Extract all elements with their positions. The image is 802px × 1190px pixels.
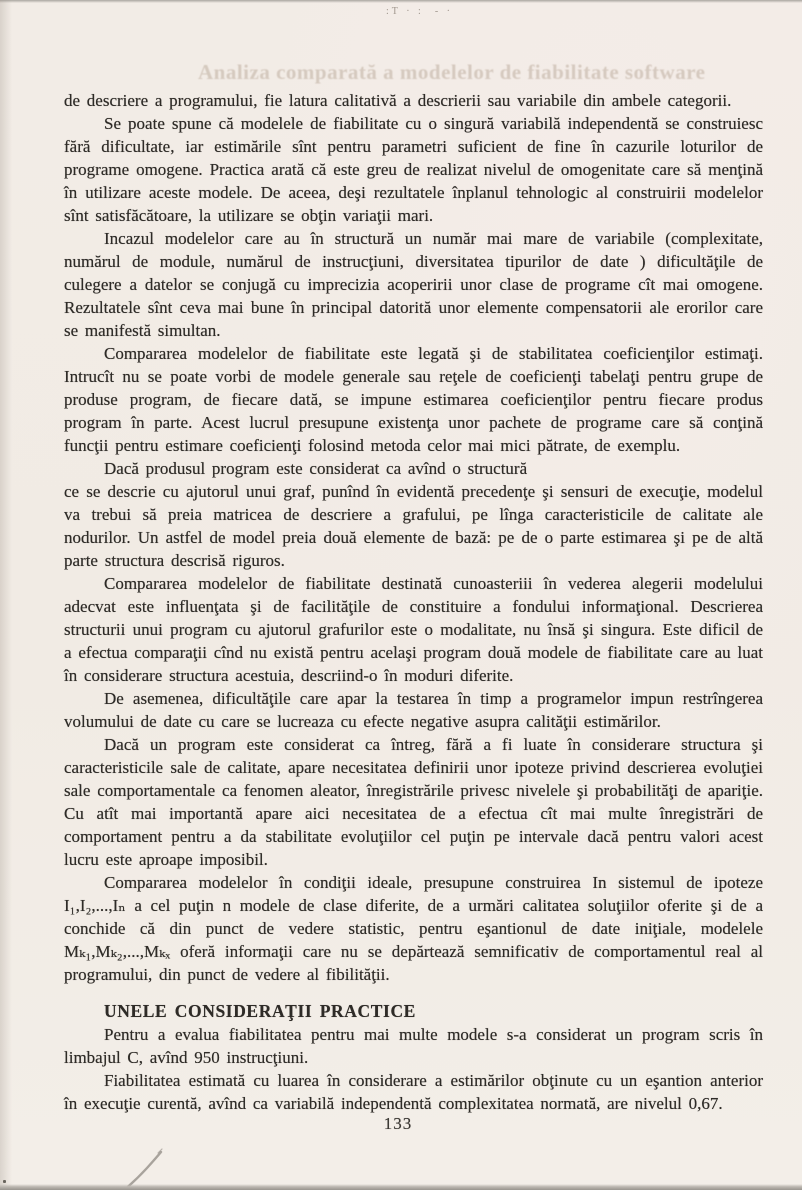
scan-edge-bottom [0,1184,802,1190]
paragraph: Compararea modelelor în condiţii ideale, presupune construirea In sistemul de ipoteze I₁,I₂,...,Iₙ a cel puţin n modele de clase diferite, de a urmări calitatea soluţiilor oferite şi de a conchide că din punct de vedere statistic, pentru eşantionul de date iniţiale, modelele Mₖ₁,Mₖ₂,...,Mₖₓ oferă informaţii care nu se depărtează semnificativ de comportamentul real al programului, din punct de vedere al fibilităţii. [64,873,763,984]
paragraph: Pentru a evalua fiabilitatea pentru mai multe modele s-a considerat un program scris în limbajul C, avînd 950 instrucţiuni. [64,1025,763,1067]
paragraph: Dacă un program este considerat ca întreg, fără a fi luate în considerare structura şi caracteristicile sale de calitate, apare necesitatea definirii unor ipoteze privind descrierea evoluţiei sale comportamentale ca fenomen aleator, înregistrările privesc nivelele şi probabilităţi de apariţie. Cu atît mai importantă apare aici necesitatea de a efectua cît mai multe înregistrări de comportament pentru a da stabilitate evoluţiilor cel puţin pe intervale dacă pentru valori acest lucru este aproape imposibil. [64,735,763,869]
bleedthrough-title: Analiza comparată a modelelor de fiabilitate software [198,60,706,84]
paragraph: De asemenea, dificultăţile care apar la testarea în timp a programelor impun restrîngerea volumului de date cu care se lucreaza cu efecte negative asupra calităţii estimărilor. [64,689,763,731]
paragraph: Fiabilitatea estimată cu luarea în considerare a estimărilor obţinute cu un eşantion anterior în execuţie curentă, avînd ca variabilă independentă complexitatea normată, are nivelul 0,67. [64,1071,763,1113]
paragraph-continuation: de descriere a programului, fie latura calitativă a descrierii sau variabile din ambele categorii. [64,91,732,110]
paragraph-first-line: Dacă produsul program este considerat ca avînd o structură [104,459,528,478]
ink-smudge: :T · : - · [386,6,453,17]
paragraph: Compararea modelelor de fiabilitate este legată şi de stabilitatea coeficienţilor estimaţi. Intrucît nu se poate vorbi de modele generale sau reţele de coeficienţi tabelaţi pentru grupe de produse program, de fiecare dată, se impune estimarea coeficienţilor pentru fiecare produs program în parte. Acest lucrul presupune existenţa unor pachete de programe care să conţină funcţii pentru estimare coeficienţi folosind metoda celor mai mici pătrate, de exemplu. [64,344,763,455]
scan-edge-top [0,0,802,3]
paragraph: ce se descrie cu ajutorul unui graf, punînd în evidentă precedenţe şi sensuri de execuţie, modelul va trebui să preia matricea de descriere a grafului, pe lînga caracteristicile de calitate ale nodurilor. Un astfel de model preia două elemente de bază: pe de o parte estimarea şi pe de altă parte structura descrisă riguros. [64,482,763,570]
ink-speck [3,1180,6,1183]
text-column [64,89,763,1115]
scan-edge-left [0,0,12,1190]
paragraph: Compararea modelelor de fiabilitate destinată cunoasteriii în vederea alegerii modelului adecvat este influenţata şi de facilităţile de constituire a fondului informaţional. Descrierea structurii unui program cu ajutorul grafurilor este o modalitate, nu însă şi singura. Este dificil de a efectua comparaţii cînd nu există pentru acelaşi program două modele de fiabilitate care au luat în considerare structura acestuia, descriind-o în moduri diferite. [64,574,763,685]
section-heading: UNELE CONSIDERAŢII PRACTICE [104,1001,416,1021]
paragraph: Incazul modelelor care au în structură un număr mai mare de variabile (complexitate, numărul de module, numărul de instrucţiuni, diversitatea tipurilor de date ) dificultăţile de culegere a datelor se conjugă cu imprecizia acoperirii unor clase de programe cît mai omogene. Rezultatele sînt ceva mai bune în principal datorită unor elemente compensatorii ale erorilor care se manifestă simultan. [64,229,763,340]
paragraph: Se poate spune că modelele de fiabilitate cu o singură variabilă independentă se construiesc fără dificultate, iar estimările sînt pentru parametri suficient de fine în cazurile loturilor de programe omogene. Practica arată că este greu de realizat nivelul de omogenitate care să menţină în utilizare aceste modele. De aceea, deşi rezultatele înplanul tehnologic al construirii modelelor sînt satisfăcătoare, la utilizare se obţin variaţii mari. [64,114,763,225]
page-number: 133 [383,1114,413,1133]
